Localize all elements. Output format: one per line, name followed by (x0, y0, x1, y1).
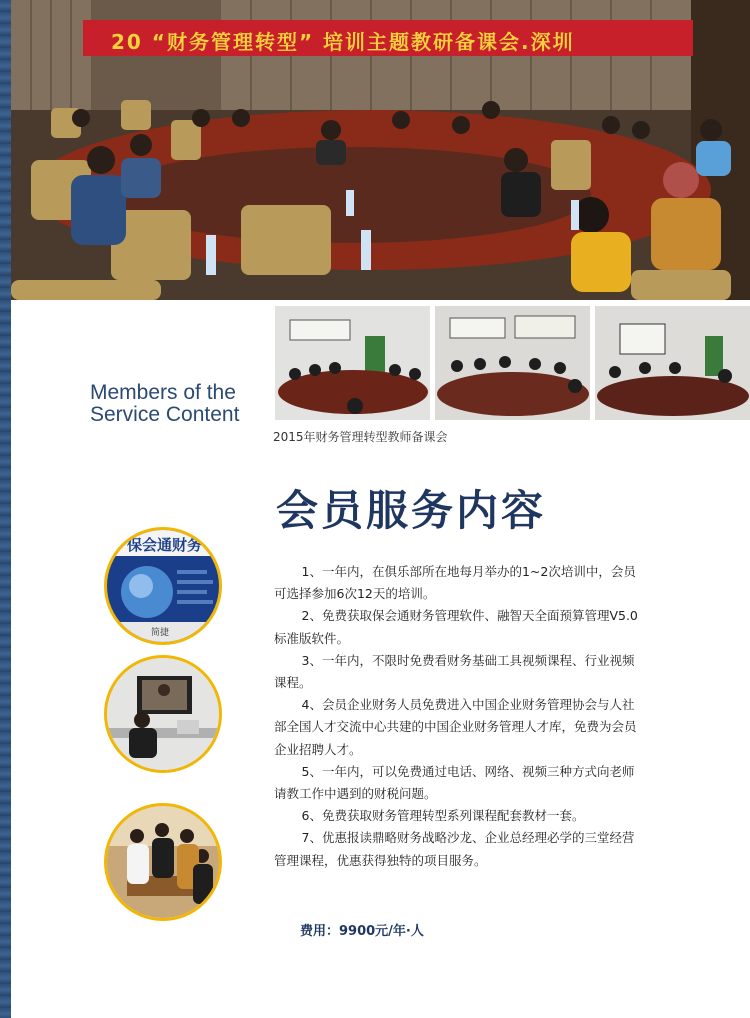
software-box-sub: 简捷 (151, 628, 170, 638)
service-items (274, 561, 644, 872)
service-item: 2、免费获取保会通财务管理软件、融智天全面预算管理V5.0标准版软件。 (274, 608, 638, 646)
page-title: 会员服务内容 (276, 486, 547, 535)
thumbnail-row (275, 306, 750, 420)
video-conference-circle-image (104, 655, 222, 773)
software-circle-image (104, 527, 222, 645)
fee-text: 费用：9900元/年·人 (300, 924, 424, 939)
thumbnail-photo-1 (275, 306, 430, 420)
service-item: 7、优惠报读鼎略财务战略沙龙、企业总经理必学的三堂经营管理课程，优惠获得独特的项目服务。 (274, 830, 635, 868)
left-decorative-strip (0, 0, 11, 1018)
service-item: 5、一年内，可以免费通过电话、网络、视频三种方式向老师请教工作中遇到的财税问题。 (274, 763, 635, 802)
banner-text: 20 “财务管理转型” 培训主题教研备课会.深圳 (111, 30, 575, 54)
software-box-text: 保会通财务 (127, 536, 203, 554)
members-line-1: Members of the (90, 381, 236, 404)
section-english-title (90, 382, 270, 426)
meeting-photo (11, 0, 750, 300)
thumbnail-photo-2 (435, 306, 590, 420)
thumbnail-photo-3 (595, 306, 750, 420)
service-item: 6、免费获取财务管理转型系列课程配套教材一套。 (301, 808, 585, 824)
photo-caption: 2015年财务管理转型教师备课会 (273, 430, 448, 444)
consultation-circle-image (104, 803, 222, 921)
service-item: 1、一年内，在俱乐部所在地每月举办的1~2次培训中，会员可选择参加6次12天的培训。 (274, 564, 636, 602)
service-item: 3、一年内，不限时免费看财务基础工具视频课程、行业视频课程。 (274, 652, 635, 691)
service-item: 4、会员企业财务人员免费进入中国企业财务管理协会与人社部全国人才交流中心共建的中国企业财务管理人才库，免费为会员企业招聘人才。 (274, 697, 637, 757)
members-line-2: Service Content (90, 403, 240, 426)
